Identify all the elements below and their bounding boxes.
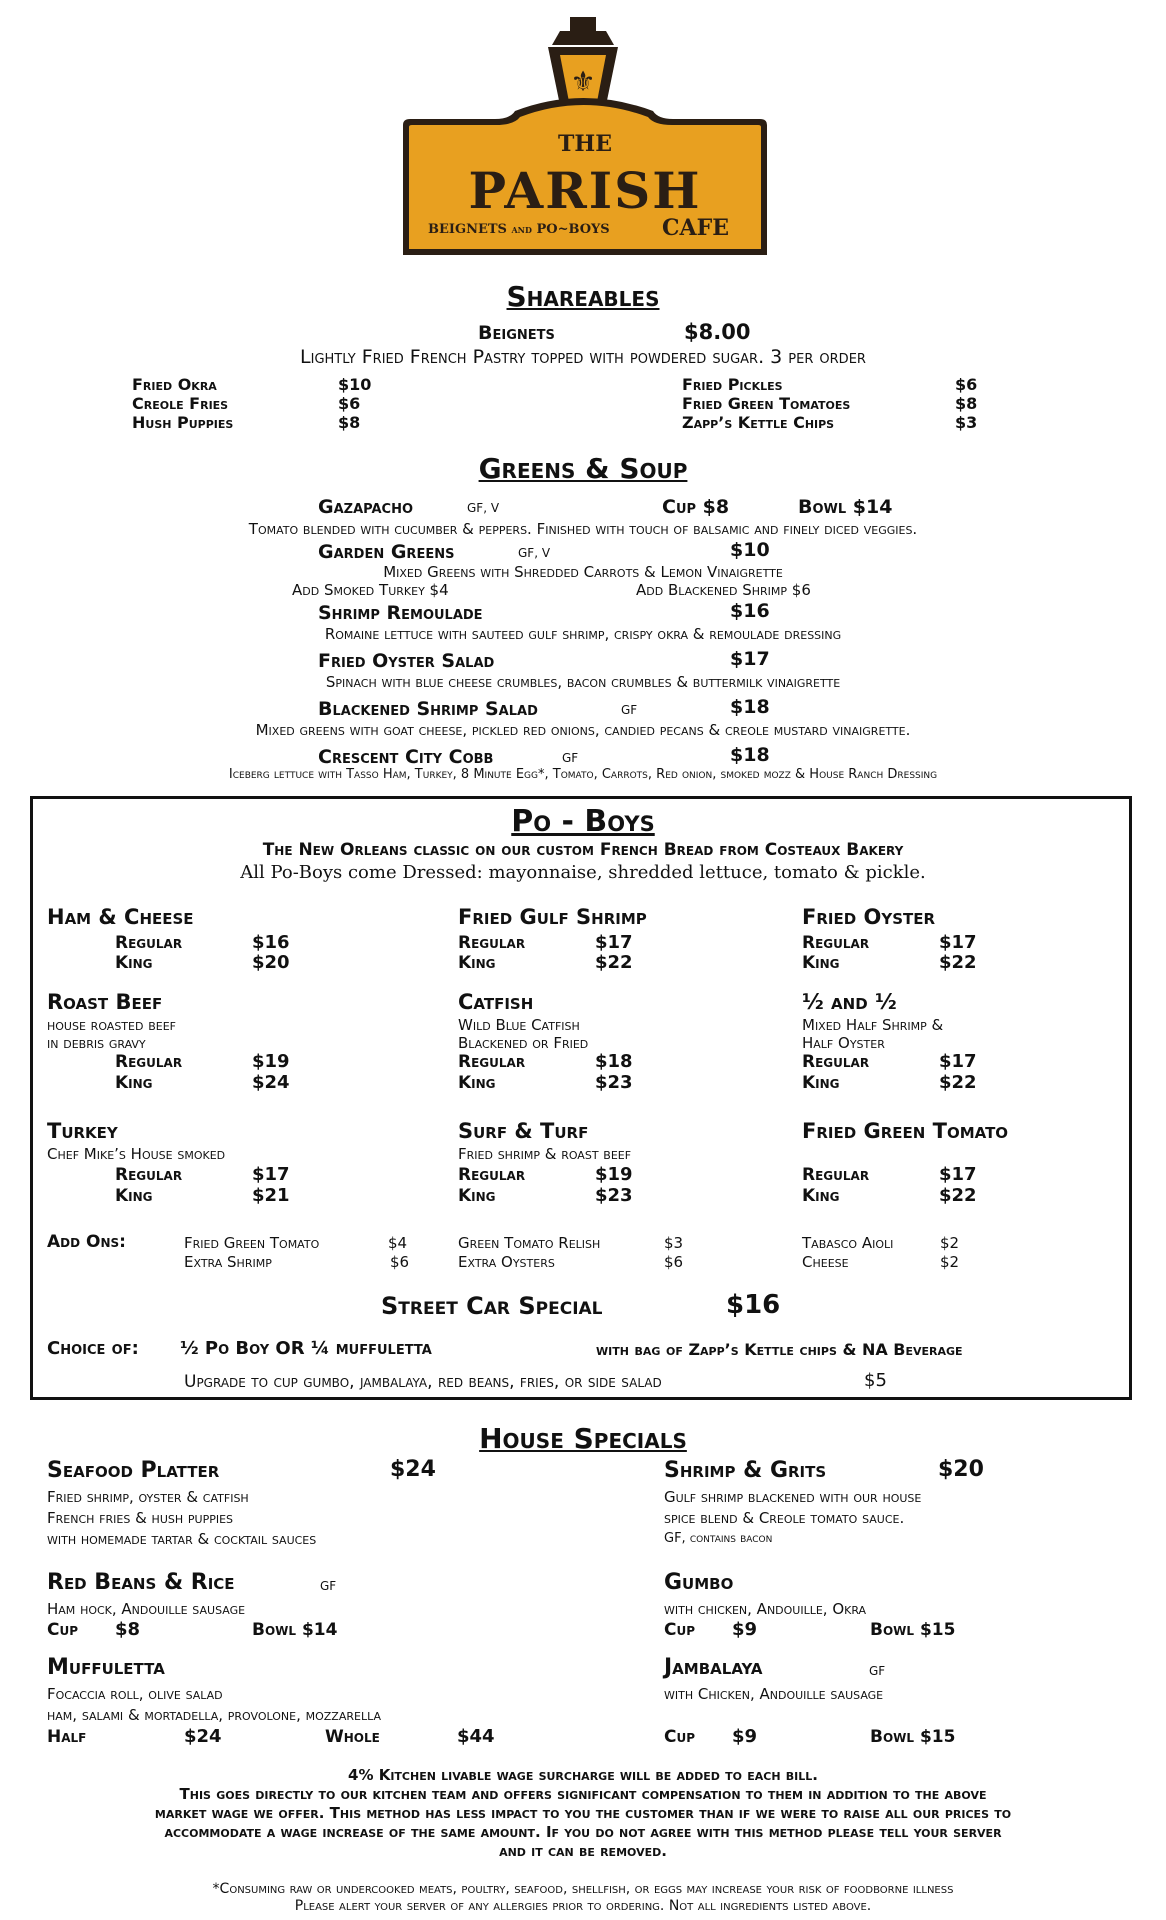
beignets-desc: Lightly Fried French Pastry topped with powdered sugar. 3 per order xyxy=(300,346,866,368)
poboy-king-price: $24 xyxy=(252,1072,290,1093)
cobb-desc: Iceberg lettuce with Tasso Ham, Turkey, 8 Minute Egg*, Tomato, Carrots, Red onion, smoked mozz & House Ranch Dressing xyxy=(228,767,938,782)
poboy-regular-label: Regular xyxy=(115,1165,183,1185)
allergy-line1: *Consuming raw or undercooked meats, poultry, seafood, shellfish, or eggs may increase your risk of foodborne illness xyxy=(212,1881,954,1897)
poboy-name: Turkey xyxy=(47,1119,118,1143)
gazapacho-tag: GF, V xyxy=(467,501,500,515)
gumbo-cup-label: Cup xyxy=(664,1620,696,1640)
shareables-title: Shareables xyxy=(506,280,660,313)
poboy-name: Fried Oyster xyxy=(802,905,936,929)
red-beans-bowl: Bowl $14 xyxy=(252,1620,338,1640)
list-item-name: Zapp’s Kettle Chips xyxy=(682,413,835,432)
muffuletta-half-price: $24 xyxy=(184,1726,222,1747)
choice-extra: with bag of Zapp’s Kettle chips & NA Beverage xyxy=(596,1340,963,1359)
garden-tag: GF, V xyxy=(518,546,551,560)
jambalaya-desc: with Chicken, Andouille sausage xyxy=(664,1685,884,1703)
poboy-regular-price: $17 xyxy=(595,932,633,953)
list-item-price: $8 xyxy=(338,413,361,432)
seafood-platter-desc1: Fried shrimp, oyster & catfish xyxy=(47,1488,249,1506)
svg-text:⚜: ⚜ xyxy=(570,65,596,98)
greens-title: Greens & Soup xyxy=(478,452,688,485)
poboy-king-label: King xyxy=(115,953,153,973)
poboy-name: Roast Beef xyxy=(47,990,163,1014)
poboy-desc-line2: in debris gravy xyxy=(47,1034,146,1052)
red-beans-desc: Ham hock, Andouille sausage xyxy=(47,1600,246,1618)
garden-add-turkey: Add Smoked Turkey $4 xyxy=(292,581,449,599)
poboys-title: Po - Boys xyxy=(511,804,655,839)
poboy-regular-label: Regular xyxy=(802,933,870,953)
poboy-name: Catfish xyxy=(458,990,534,1014)
poboy-king-price: $21 xyxy=(252,1185,290,1206)
logo-the: THE xyxy=(558,131,612,157)
gazapacho-cup: Cup $8 xyxy=(662,496,730,518)
poboy-regular-label: Regular xyxy=(458,1165,526,1185)
poboy-name: Ham & Cheese xyxy=(47,905,194,929)
seafood-platter-name: Seafood Platter xyxy=(47,1458,220,1483)
gazapacho-name: Gazapacho xyxy=(318,496,414,518)
oyster-salad-name: Fried Oyster Salad xyxy=(318,650,495,672)
upgrade-text: Upgrade to cup gumbo, jambalaya, red beans, fries, or side salad xyxy=(184,1372,662,1392)
poboy-regular-label: Regular xyxy=(115,1052,183,1072)
poboy-king-label: King xyxy=(115,1186,153,1206)
poboy-desc-line1: Chef Mike’s House smoked xyxy=(47,1145,226,1163)
poboy-regular-price: $17 xyxy=(939,1051,977,1072)
poboy-fried-green-tomato xyxy=(802,1119,1102,1209)
streetcar-name: Street Car Special xyxy=(381,1292,603,1320)
poboy-fried-oyster xyxy=(802,905,1102,985)
gazapacho-desc: Tomato blended with cucumber & peppers. Finished with touch of balsamic and finely diced veggies. xyxy=(248,520,918,538)
choice-label: Choice of: xyxy=(47,1338,139,1359)
list-item-price: $3 xyxy=(955,413,978,432)
allergy-notice xyxy=(10,1881,1156,1915)
addon-name: Extra Shrimp xyxy=(184,1253,272,1271)
addon-name: Green Tomato Relish xyxy=(458,1234,601,1252)
blackened-salad-desc: Mixed greens with goat cheese, pickled red onions, candied pecans & creole mustard vinaigrette. xyxy=(255,721,911,739)
cobb-name: Crescent City Cobb xyxy=(318,746,494,768)
surcharge-notice xyxy=(10,1766,1156,1861)
list-item-name: Fried Okra xyxy=(132,375,217,394)
addon-price: $2 xyxy=(940,1234,960,1252)
poboy-name: Fried Green Tomato xyxy=(802,1119,1009,1143)
remoulade-name: Shrimp Remoulade xyxy=(318,602,483,624)
oyster-salad-price: $17 xyxy=(730,648,770,670)
surcharge-line1: 4% Kitchen livable wage surcharge will be added to each bill. xyxy=(348,1766,818,1784)
logo-tagline-beignets: BEIGNETS xyxy=(428,222,507,237)
poboy-surf-turf xyxy=(458,1119,778,1209)
poboy-desc-line1: Fried shrimp & roast beef xyxy=(458,1145,632,1163)
poboys-dressed-note: All Po-Boys come Dressed: mayonnaise, shredded lettuce, tomato & pickle. xyxy=(240,862,926,883)
muffuletta-name: Muffuletta xyxy=(47,1655,165,1680)
poboy-king-price: $22 xyxy=(939,1185,977,1206)
poboys-subtitle: The New Orleans classic on our custom French Bread from Costeaux Bakery xyxy=(262,840,904,860)
addon-name: Tabasco Aioli xyxy=(802,1234,894,1252)
red-beans-name: Red Beans & Rice xyxy=(47,1570,235,1595)
addon-price: $2 xyxy=(940,1253,960,1271)
poboy-regular-price: $16 xyxy=(252,932,290,953)
poboy-fried-gulf-shrimp xyxy=(458,905,778,985)
red-beans-cup-label: Cup xyxy=(47,1620,79,1640)
beignets-price: $8.00 xyxy=(684,320,751,344)
addon-name: Extra Oysters xyxy=(458,1253,555,1271)
poboy-king-price: $20 xyxy=(252,952,290,973)
jambalaya-cup-label: Cup xyxy=(664,1727,696,1747)
list-item-price: $6 xyxy=(955,375,978,394)
blackened-salad-name: Blackened Shrimp Salad xyxy=(318,698,538,720)
muffuletta-desc2: ham, salami & mortadella, provolone, mozzarella xyxy=(47,1706,381,1724)
upgrade-price: $5 xyxy=(864,1370,887,1391)
poboy-desc-line2: Blackened or Fried xyxy=(458,1034,589,1052)
muffuletta-half-label: Half xyxy=(47,1727,87,1747)
jambalaya-bowl: Bowl $15 xyxy=(870,1727,956,1747)
poboy-regular-price: $19 xyxy=(595,1164,633,1185)
poboy-desc-line1: Mixed Half Shrimp & xyxy=(802,1016,944,1034)
poboy-regular-price: $19 xyxy=(252,1051,290,1072)
addon-price: $3 xyxy=(664,1234,684,1252)
poboy-regular-price: $17 xyxy=(939,1164,977,1185)
seafood-platter-desc2: French fries & hush puppies xyxy=(47,1509,234,1527)
surcharge-line5: and it can be removed. xyxy=(499,1842,667,1860)
addon-price: $6 xyxy=(664,1253,684,1271)
poboy-regular-price: $17 xyxy=(252,1164,290,1185)
addon-name: Fried Green Tomato xyxy=(184,1234,320,1252)
garden-name: Garden Greens xyxy=(318,541,455,563)
poboy-king-price: $22 xyxy=(939,1072,977,1093)
poboy-regular-label: Regular xyxy=(115,933,183,953)
logo-tagline-poboys: PO~BOYS xyxy=(536,222,610,237)
seafood-platter-price: $24 xyxy=(390,1457,436,1482)
poboy-king-label: King xyxy=(458,953,496,973)
poboy-king-label: King xyxy=(115,1073,153,1093)
poboy-regular-price: $17 xyxy=(939,932,977,953)
list-item-price: $8 xyxy=(955,394,978,413)
poboy-half-and-half xyxy=(802,990,1102,1100)
poboy-desc-line2: Half Oyster xyxy=(802,1034,885,1052)
cobb-tag: GF xyxy=(562,751,579,765)
surcharge-line3: market wage we offer. This method has less impact to you the customer than if we were to raise all our prices to xyxy=(154,1804,1012,1822)
poboy-king-label: King xyxy=(802,1186,840,1206)
muffuletta-desc1: Focaccia roll, olive salad xyxy=(47,1685,223,1703)
garden-desc: Mixed Greens with Shredded Carrots & Lemon Vinaigrette xyxy=(383,563,783,581)
shrimp-grits-desc2: spice blend & Creole tomato sauce. xyxy=(664,1509,905,1527)
oyster-salad-desc: Spinach with blue cheese crumbles, bacon crumbles & buttermilk vinaigrette xyxy=(325,673,841,691)
list-item-price: $10 xyxy=(338,375,372,394)
streetcar-price: $16 xyxy=(726,1290,781,1320)
gumbo-name: Gumbo xyxy=(664,1570,734,1595)
logo xyxy=(400,15,770,260)
poboy-king-label: King xyxy=(802,1073,840,1093)
shrimp-grits-price: $20 xyxy=(938,1457,984,1482)
addon-name: Cheese xyxy=(802,1253,849,1271)
poboy-regular-label: Regular xyxy=(802,1165,870,1185)
seafood-platter-desc3: with homemade tartar & cocktail sauces xyxy=(47,1530,317,1548)
poboy-regular-label: Regular xyxy=(802,1052,870,1072)
poboy-catfish xyxy=(458,990,778,1100)
list-item-name: Fried Pickles xyxy=(682,375,783,394)
poboy-ham-cheese xyxy=(47,905,407,985)
addon-price: $4 xyxy=(388,1234,408,1252)
poboy-king-label: King xyxy=(458,1073,496,1093)
poboy-desc-line1: Wild Blue Catfish xyxy=(458,1016,580,1034)
logo-tagline xyxy=(428,222,610,237)
choice-text: ½ Po Boy OR ¼ muffuletta xyxy=(180,1338,432,1359)
poboy-king-price: $22 xyxy=(939,952,977,973)
poboy-desc-line1: house roasted beef xyxy=(47,1016,176,1034)
list-item-name: Fried Green Tomatoes xyxy=(682,394,851,413)
jambalaya-name: Jambalaya xyxy=(664,1655,763,1680)
addon-price: $6 xyxy=(390,1253,410,1271)
blackened-salad-price: $18 xyxy=(730,696,770,718)
logo-parish: PARISH xyxy=(468,161,702,220)
shrimp-grits-name: Shrimp & Grits xyxy=(664,1458,827,1483)
poboy-regular-price: $18 xyxy=(595,1051,633,1072)
poboy-king-label: King xyxy=(458,1186,496,1206)
jambalaya-cup-price: $9 xyxy=(732,1726,758,1747)
poboy-name: Surf & Turf xyxy=(458,1119,589,1143)
garden-add-shrimp: Add Blackened Shrimp $6 xyxy=(636,581,811,599)
cobb-price: $18 xyxy=(730,744,770,766)
remoulade-desc: Romaine lettuce with sauteed gulf shrimp, crispy okra & remoulade dressing xyxy=(324,625,842,643)
addons-label: Add Ons: xyxy=(47,1232,126,1252)
list-item-name: Hush Puppies xyxy=(132,413,234,432)
poboy-turkey xyxy=(47,1119,407,1209)
poboy-regular-label: Regular xyxy=(458,933,526,953)
muffuletta-whole-price: $44 xyxy=(457,1726,495,1747)
blackened-salad-tag: GF xyxy=(621,703,638,717)
poboy-name: ½ and ½ xyxy=(802,990,897,1014)
list-item-price: $6 xyxy=(338,394,361,413)
poboy-king-label: King xyxy=(802,953,840,973)
logo-cafe: CAFE xyxy=(662,215,729,241)
beignets-name: Beignets xyxy=(478,322,555,344)
poboy-king-price: $22 xyxy=(595,952,633,973)
gumbo-cup-price: $9 xyxy=(732,1619,758,1640)
remoulade-price: $16 xyxy=(730,600,770,622)
logo-tagline-and: AND xyxy=(511,225,532,235)
poboy-king-price: $23 xyxy=(595,1072,633,1093)
poboy-name: Fried Gulf Shrimp xyxy=(458,905,647,929)
shrimp-grits-desc3: GF, contains bacon xyxy=(664,1531,773,1546)
surcharge-line2: This goes directly to our kitchen team and offers significant compensation to them in addition to the above xyxy=(179,1785,987,1803)
red-beans-cup-price: $8 xyxy=(115,1619,141,1640)
poboy-regular-label: Regular xyxy=(458,1052,526,1072)
list-item-name: Creole Fries xyxy=(132,394,229,413)
red-beans-tag: GF xyxy=(320,1579,337,1593)
gumbo-bowl: Bowl $15 xyxy=(870,1620,956,1640)
garden-price: $10 xyxy=(730,539,770,561)
shrimp-grits-desc1: Gulf shrimp blackened with our house xyxy=(664,1488,922,1506)
allergy-line2: Please alert your server of any allergies prior to ordering. Not all ingredients listed above. xyxy=(294,1898,872,1914)
poboy-king-price: $23 xyxy=(595,1185,633,1206)
surcharge-line4: accommodate a wage increase of the same amount. If you do not agree with this method please tell your server xyxy=(164,1823,1002,1841)
gazapacho-bowl: Bowl $14 xyxy=(798,496,893,518)
muffuletta-whole-label: Whole xyxy=(325,1727,380,1747)
poboy-roast-beef xyxy=(47,990,407,1100)
house-specials-title: House Specials xyxy=(479,1422,687,1455)
gumbo-desc: with chicken, Andouille, Okra xyxy=(664,1600,867,1618)
jambalaya-tag: GF xyxy=(869,1664,886,1678)
